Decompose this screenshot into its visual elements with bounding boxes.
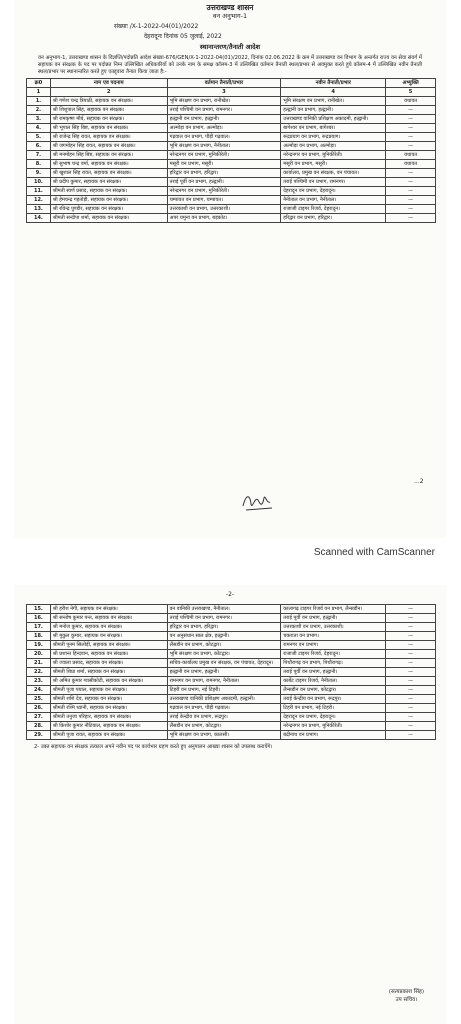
new-posting-cell: नरेन्द्रनगर वन प्रभाग, मुनिकीरेती। <box>281 722 386 731</box>
transfer-table-page-1 <box>26 78 436 223</box>
officer-name-cell: श्रीमती शशि देव, सहायक वन संरक्षक। <box>50 695 167 704</box>
table-row <box>27 214 436 223</box>
new-posting-cell: नैनीताल वन प्रभाग, नैनीताल। <box>281 196 386 205</box>
new-posting-cell: लैन्सडौन वन प्रभाग, कोटद्वार। <box>281 686 386 695</box>
table-row <box>27 124 436 133</box>
current-posting-cell: भूमि संरक्षण वन प्रभाग, कोटद्वार। <box>167 650 281 659</box>
new-posting-cell: तराई पश्चिमी वन प्रभाग, रामनगर। <box>281 178 386 187</box>
new-posting-cell: उत्तरकाशी वन प्रभाग, उत्तरकाशी। <box>281 623 386 632</box>
serial-number-cell: 12. <box>27 196 51 205</box>
new-posting-cell: हरिद्वार वन प्रभाग, हरिद्वार। <box>281 214 386 223</box>
table-row <box>27 187 436 196</box>
new-posting-cell: तराई पूर्वी वन प्रभाग, हल्द्वानी। <box>281 614 386 623</box>
table-row <box>27 106 436 115</box>
table-row <box>27 722 436 731</box>
new-posting-cell: बागेश्वर वन प्रभाग, बागेश्वर। <box>281 124 386 133</box>
officer-name-cell: श्री प्रशान्त हिन्दवान, सहायक वन संरक्षक। <box>50 650 167 659</box>
table-row <box>27 677 436 686</box>
remarks-cell: — <box>386 205 436 214</box>
current-posting-cell: हरिद्वार वन प्रभाग, हरिद्वार। <box>167 623 281 632</box>
current-posting-cell: नरेन्द्रनगर वन प्रभाग, मुनिकीरेती। <box>167 151 281 160</box>
current-posting-cell: सचिव-कार्यालय प्रमुख वन संरक्षक, वन पंचायत, देहरादून। <box>167 659 281 668</box>
serial-number-cell: 28. <box>27 722 51 731</box>
table-row <box>27 196 436 205</box>
officer-name-cell: श्री अमित कुमार ग्वासीकोटी, सहायक वन संरक्षक। <box>50 677 167 686</box>
serial-number-cell: 9. <box>27 169 51 178</box>
header-current-posting: वर्तमान तैनाती/प्रभार <box>167 79 281 88</box>
remarks-cell: — <box>386 169 436 178</box>
remarks-cell: — <box>386 142 436 151</box>
new-posting-cell: चकराता वन प्रभाग। <box>281 632 386 641</box>
table-row <box>27 623 436 632</box>
table-row <box>27 686 436 695</box>
letterhead <box>14 0 446 20</box>
officer-name-cell: श्री खुशाल सिंह रावत, सहायक वन संरक्षक। <box>50 169 167 178</box>
remarks-cell: — <box>386 187 436 196</box>
col-number: 3 <box>167 88 281 97</box>
table-row <box>27 668 436 677</box>
table-column-number-row <box>27 88 436 97</box>
new-posting-cell: भूमि संरक्षण वन प्रभाग, रानीखेत। <box>281 97 386 106</box>
serial-number-cell: 14. <box>27 214 51 223</box>
current-posting-cell: उत्तरकाशी वन प्रभाग, उत्तरकाशी। <box>167 205 281 214</box>
remarks-cell: — <box>386 614 436 623</box>
current-posting-cell: तराई पश्चिमी वन प्रभाग, रामनगर। <box>167 614 281 623</box>
new-posting-cell: पिथौरागढ़ वन प्रभाग, पिथौरागढ़। <box>281 659 386 668</box>
new-posting-cell: राजाजी टाइगर रिजर्व, देहरादून। <box>281 650 386 659</box>
serial-number-cell: 27. <box>27 713 51 722</box>
remarks-cell: — <box>386 605 436 614</box>
current-posting-cell: भूमि संरक्षण वन प्रभाग, कालसी। <box>167 731 281 740</box>
signatory-name: (सत्यप्रकाश सिंह) <box>388 989 424 995</box>
table-row <box>27 731 436 740</box>
serial-number-cell: 10. <box>27 178 51 187</box>
serial-number-cell: 6. <box>27 142 51 151</box>
officer-name-cell: श्रीमती पूजा पयाल, सहायक वन संरक्षक। <box>50 686 167 695</box>
new-posting-cell: राजाजी टाइगर रिजर्व, देहरादून। <box>281 205 386 214</box>
table-row <box>27 650 436 659</box>
new-posting-cell: मसूरी वन प्रभाग, मसूरी। <box>281 160 386 169</box>
table-row <box>27 713 436 722</box>
current-posting-cell: टिहरी वन प्रभाग, नई टिहरी। <box>167 686 281 695</box>
current-posting-cell: हल्द्वानी वन प्रभाग, हल्द्वानी। <box>167 115 281 124</box>
remarks-cell: — <box>386 695 436 704</box>
page-gap <box>0 538 461 585</box>
officer-name-cell: श्रीमती रश्मि ध्यानी, सहायक वन संरक्षक। <box>50 704 167 713</box>
table-row <box>27 205 436 214</box>
table-row <box>27 704 436 713</box>
current-posting-cell: अल्मोड़ा वन प्रभाग, अल्मोड़ा। <box>167 124 281 133</box>
officer-name-cell: श्री रामकृष्ण मौर्य, सहायक वन संरक्षक। <box>50 115 167 124</box>
table-row <box>27 614 436 623</box>
officer-name-cell: श्री शिशुपाल सिंह, सहायक वन संरक्षक। <box>50 106 167 115</box>
table-header-row <box>27 79 436 88</box>
document-page-1 <box>14 0 446 538</box>
remarks-cell: — <box>386 731 436 740</box>
officer-name-cell: श्री भूपाल सिंह बिष्ट, सहायक वन संरक्षक। <box>50 124 167 133</box>
new-posting-cell: देहरादून वन प्रभाग, देहरादून। <box>281 713 386 722</box>
order-intro-paragraph: वन अनुभाग-1, उत्तराखण्ड शासन के विज्ञप्ति/पदोन्नति आदेश संख्या-676/GEN/X-1-2022-04(01)/2022, दिनांक 02.06.2022 के क्रम में उत्तराखण्ड वन विभाग के अन्तर्गत राज्य वन सेवा संवर्ग में सहायक वन संरक्षक के पद पर पदोन्नत निम्न उल्लिखित अधिकारियों को उनके नाम के समक्ष कॉलम-3 में उल्लिखित वर्तमान तैनाती स्थल/प्रभार से अवमुक्त करते हुये कॉलम-4 में उल्लिखित नवीन तैनाती स्थल/प्रभार पर स्थानान्तरित करते हुए एतद्द्वारा तैनात किया जाता है:- <box>38 55 422 75</box>
header-new-posting: नवीन तैनाती/प्रभार <box>281 79 386 88</box>
remarks-cell: — <box>386 124 436 133</box>
officer-name-cell: श्री राजेन्द्र सिंह रावत, सहायक वन संरक्षक। <box>50 133 167 142</box>
officer-name-cell: श्री मुकुल कुमार, सहायक वन संरक्षक। <box>50 632 167 641</box>
officer-name-cell: श्री गणेश चन्द्र त्रिपाठी, सहायक वन संरक्षक। <box>50 97 167 106</box>
new-posting-cell: देहरादून वन प्रभाग, देहरादून। <box>281 187 386 196</box>
header-remarks: अभ्युक्ति <box>386 79 436 88</box>
officer-name-cell: श्री रविन्द्र पुण्डीर, सहायक वन संरक्षक। <box>50 205 167 214</box>
officer-name-cell: श्रीमती तनुजा परिहार, सहायक वन संरक्षक। <box>50 713 167 722</box>
serial-number-cell: 8. <box>27 160 51 169</box>
signatory-designation: उप सचिव। <box>395 997 418 1003</box>
remarks-cell: — <box>386 677 436 686</box>
current-posting-cell: नरेन्द्रनगर वन प्रभाग, मुनिकीरेती। <box>167 187 281 196</box>
table-row <box>27 659 436 668</box>
officer-name-cell: श्री सुभाष चन्द्र वर्मा, सहायक वन संरक्षक। <box>50 160 167 169</box>
header-sno: क्र0 <box>27 79 51 88</box>
officer-name-cell: श्री जगमोहन सिंह रावत, सहायक वन संरक्षक। <box>50 142 167 151</box>
order-subject: स्थानान्तरण/तैनाती आदेश <box>199 43 261 51</box>
officer-name-cell: श्रीमती पूनम सिलोड़ी, सहायक वन संरक्षक। <box>50 641 167 650</box>
table-row <box>27 695 436 704</box>
current-posting-cell: लैंसडौन वन प्रभाग, कोटद्वार। <box>167 722 281 731</box>
new-posting-cell: हल्द्वानी वन प्रभाग, हल्द्वानी। <box>281 106 386 115</box>
serial-number-cell: 11. <box>27 187 51 196</box>
serial-number-cell: 18. <box>27 632 51 641</box>
officer-name-cell: श्रीमती पूजा रावत, सहायक वन संरक्षक। <box>50 731 167 740</box>
officer-name-cell: श्री मनमोहन सिंह बिष्ट, सहायक वन संरक्षक। <box>50 151 167 160</box>
header-name: नाम एव पदनाम <box>50 79 167 88</box>
order-place-date: देहरादूनः दिनांक 05 जुलाई, 2022 <box>144 33 222 40</box>
serial-number-cell: 17. <box>27 623 51 632</box>
officer-name-cell: श्री हेमचन्द्र गहतोड़ी, सहायक वन संरक्षक। <box>50 196 167 205</box>
new-posting-cell: नरेन्द्रनगर वन प्रभाग, मुनिकीरेती। <box>281 151 386 160</box>
serial-number-cell: 1. <box>27 97 51 106</box>
col-number: 5 <box>386 88 436 97</box>
current-posting-cell: गढ़वाल वन प्रभाग, पौड़ी गढ़वाल। <box>167 704 281 713</box>
current-posting-cell: उत्तराखण्ड वानिकी प्रशिक्षण अकादमी, हल्द्वानी। <box>167 695 281 704</box>
order-details <box>14 22 446 30</box>
serial-number-cell: 21. <box>27 659 51 668</box>
order-place-date-row <box>14 32 446 40</box>
remarks-cell: — <box>386 722 436 731</box>
serial-number-cell: 24. <box>27 686 51 695</box>
remarks-cell: — <box>386 650 436 659</box>
continued-page-marker: ...2 <box>414 478 424 485</box>
remarks-cell: यथावत <box>386 151 436 160</box>
current-posting-cell: अपर यमुना वन प्रभाग, बड़कोट। <box>167 214 281 223</box>
compliance-instruction: 2- उक्त सहायक वन संरक्षक तत्काल अपने नवीन पद पर कार्यभार ग्रहण करते हुए अनुपालन आख्या शासन को उपलब्ध करायेंगे। <box>34 744 273 750</box>
new-posting-cell: तराई पूर्वी वन प्रभाग, हल्द्वानी। <box>281 668 386 677</box>
current-posting-cell: मसूरी वन प्रभाग, मसूरी। <box>167 160 281 169</box>
table-row <box>27 151 436 160</box>
current-posting-cell: भूमि संरक्षण वन प्रभाग, नैनीताल। <box>167 142 281 151</box>
officer-name-cell: श्रीमती स्वर्ण प्रसाद, सहायक वन संरक्षक। <box>50 187 167 196</box>
serial-number-cell: 13. <box>27 205 51 214</box>
serial-number-cell: 29. <box>27 731 51 740</box>
table-row <box>27 632 436 641</box>
remarks-cell: — <box>386 686 436 695</box>
remarks-cell: — <box>386 704 436 713</box>
remarks-cell: — <box>386 623 436 632</box>
serial-number-cell: 5. <box>27 133 51 142</box>
current-posting-cell: तराई पश्चिमी वन प्रभाग, रामनगर। <box>167 106 281 115</box>
col-number: 1 <box>27 88 51 97</box>
serial-number-cell: 23. <box>27 677 51 686</box>
current-posting-cell: चम्पावत वन प्रभाग, चम्पावत। <box>167 196 281 205</box>
current-posting-cell: भूमि संरक्षण वन प्रभाग, रानीखेत। <box>167 97 281 106</box>
current-posting-cell: हरिद्वार वन प्रभाग, हरिद्वार। <box>167 169 281 178</box>
officer-name-cell: श्रीमती शिप्रा शर्मा, सहायक वन संरक्षक। <box>50 668 167 677</box>
new-posting-cell: टिहरी वन प्रभाग, नई टिहरी। <box>281 704 386 713</box>
new-posting-cell: कार्यालय, प्रमुख वन संरक्षक, वन पंचायत। <box>281 169 386 178</box>
remarks-cell: — <box>386 641 436 650</box>
table-body-page-1 <box>27 97 436 223</box>
serial-number-cell: 4. <box>27 124 51 133</box>
table-row <box>27 142 436 151</box>
current-posting-cell: हल्द्वानी वन प्रभाग, हल्द्वानी। <box>167 668 281 677</box>
remarks-cell: — <box>386 196 436 205</box>
officer-name-cell: श्री सन्तोष कुमार पन्त, सहायक वन संरक्षक। <box>50 614 167 623</box>
table-row <box>27 641 436 650</box>
government-title: उत्तराखण्ड शासन <box>206 3 254 12</box>
serial-number-cell: 19. <box>27 641 51 650</box>
new-posting-cell: रूद्रप्रयाग वन प्रभाग, रूद्रप्रयाग। <box>281 133 386 142</box>
table-row <box>27 178 436 187</box>
table-row <box>27 115 436 124</box>
remarks-cell: — <box>386 106 436 115</box>
new-posting-cell: बद्रीनाथ वन प्रभाग। <box>281 731 386 740</box>
new-posting-cell: तराई केन्द्रीय वन प्रभाग, रूद्रपुर। <box>281 695 386 704</box>
document-page-2 <box>14 585 446 1024</box>
remarks-cell: — <box>386 632 436 641</box>
remarks-cell: — <box>386 659 436 668</box>
officer-name-cell: श्री ज्वाला प्रसाद, सहायक वन संरक्षक। <box>50 659 167 668</box>
current-posting-cell: वन अनुसंधान साल क्षेत्र, हल्द्वानी। <box>167 632 281 641</box>
table-row <box>27 169 436 178</box>
current-posting-cell: लैंसडौन वन प्रभाग, कोटद्वार। <box>167 641 281 650</box>
officer-name-cell: श्रीमती सन्दीपा शर्मा, सहायक वन संरक्षक। <box>50 214 167 223</box>
current-posting-cell: वन वानिकी उत्तराखण्ड, नैनीताल। <box>167 605 281 614</box>
officer-name-cell: श्री मनोज कुमार, सहायक वन संरक्षक। <box>50 623 167 632</box>
current-posting-cell: रामनगर वन प्रभाग, रामनगर, नैनीताल। <box>167 677 281 686</box>
col-number: 4 <box>281 88 386 97</box>
serial-number-cell: 25. <box>27 695 51 704</box>
serial-number-cell: 2. <box>27 106 51 115</box>
serial-number-cell: 15. <box>27 605 51 614</box>
table-row <box>27 160 436 169</box>
remarks-cell: — <box>386 668 436 677</box>
page-number: -2- <box>225 591 235 598</box>
remarks-cell: — <box>386 115 436 124</box>
col-number: 2 <box>50 88 167 97</box>
table-row <box>27 133 436 142</box>
current-posting-cell: गढ़वाल वन प्रभाग, पौड़ी गढ़वाल। <box>167 133 281 142</box>
remarks-cell: — <box>386 133 436 142</box>
new-posting-cell: कालागढ़ टाइगर रिजर्व वन प्रभाग, लैन्सडौन। <box>281 605 386 614</box>
table-row <box>27 605 436 614</box>
remarks-cell: यथावत <box>386 97 436 106</box>
table-body-page-2 <box>27 605 436 740</box>
new-posting-cell: रामनगर वन प्रभाग। <box>281 641 386 650</box>
serial-number-cell: 26. <box>27 704 51 713</box>
remarks-cell: — <box>386 713 436 722</box>
serial-number-cell: 16. <box>27 614 51 623</box>
current-posting-cell: तराई केन्द्रीय वन प्रभाग, रूद्रपुर। <box>167 713 281 722</box>
serial-number-cell: 3. <box>27 115 51 124</box>
serial-number-cell: 7. <box>27 151 51 160</box>
remarks-cell: यथावत <box>386 160 436 169</box>
officer-name-cell: श्री प्रदीप कुमार, सहायक वन संरक्षक। <box>50 178 167 187</box>
remarks-cell: — <box>386 214 436 223</box>
signature-scribble <box>240 490 276 514</box>
new-posting-cell: कार्बेट टाइगर रिजर्व, नैनीताल। <box>281 677 386 686</box>
section-name: वन अनुभाग-1 <box>212 12 248 20</box>
scanner-watermark: Scanned with CamScanner <box>313 547 435 558</box>
remarks-cell: — <box>386 178 436 187</box>
new-posting-cell: अल्मोड़ा वन प्रभाग, अल्मोड़ा। <box>281 142 386 151</box>
order-number: संख्याः /X-1-2022-04(01)/2022 <box>114 23 199 30</box>
serial-number-cell: 22. <box>27 668 51 677</box>
new-posting-cell: उत्तराखण्ड वानिकी प्रशिक्षण अकादमी, हल्द्वानी। <box>281 115 386 124</box>
serial-number-cell: 20. <box>27 650 51 659</box>
officer-name-cell: श्री हरीश नेगी, सहायक वन संरक्षक। <box>50 605 167 614</box>
table-row <box>27 97 436 106</box>
signatory-block <box>389 988 424 1004</box>
transfer-table-page-2 <box>26 604 436 740</box>
current-posting-cell: तराई पूर्वी वन प्रभाग, हल्द्वानी। <box>167 178 281 187</box>
officer-name-cell: श्री किशोर कुमार नौटियाल, सहायक वन संरक्षक। <box>50 722 167 731</box>
